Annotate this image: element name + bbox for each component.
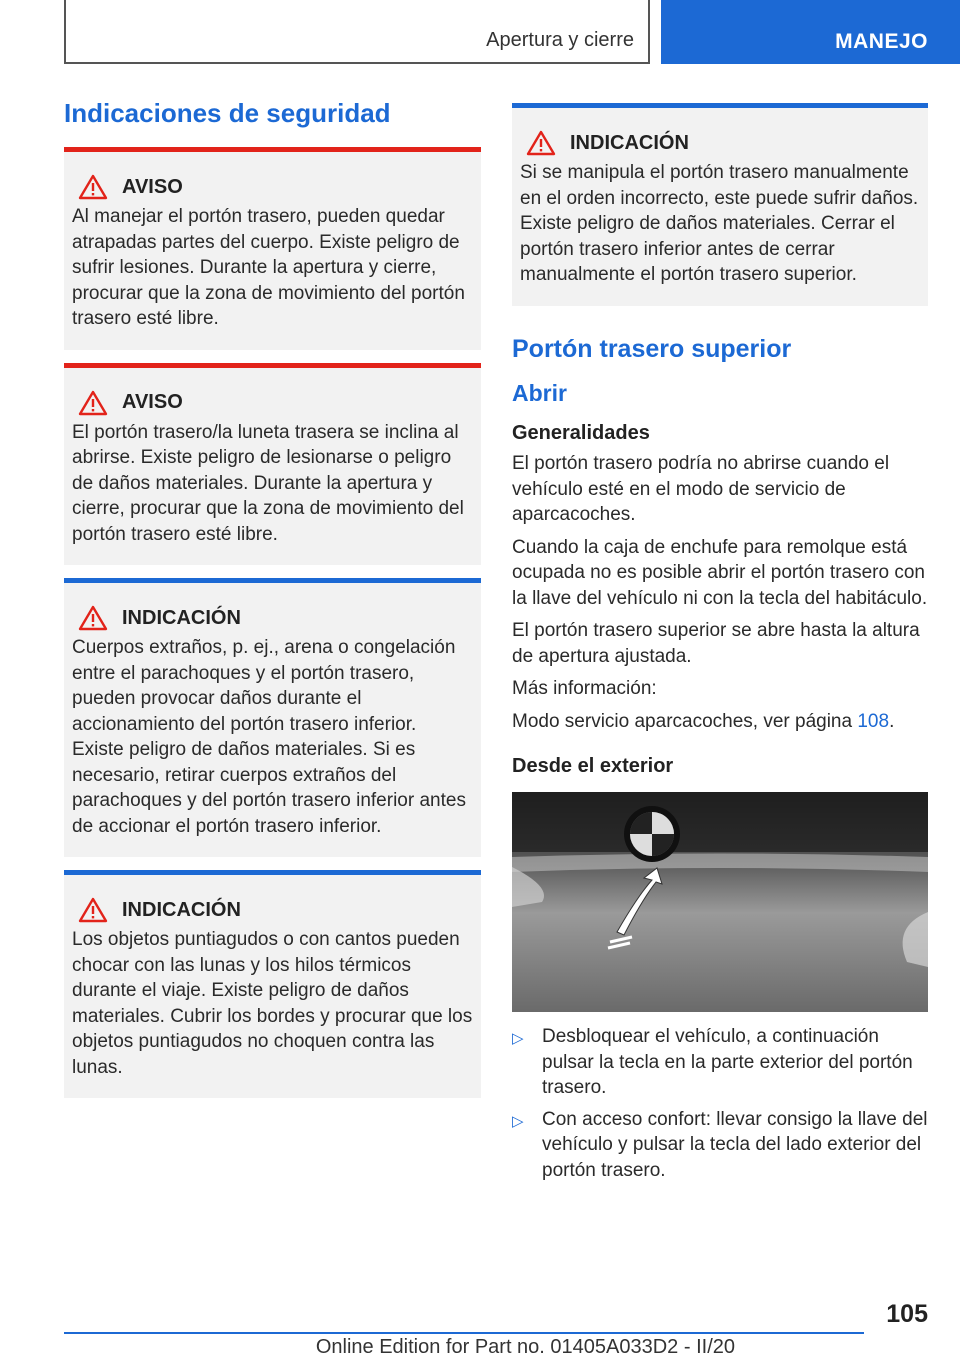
cross-reference: Modo servicio aparcacoches, ver página 108. [512,710,895,732]
note-text: Cuerpos extraños, p. ej., arena o congelación entre el parachoques y el portón trasero, pueden provocar daños durante el accionamiento del portón trasero inferior. Existe peligro de daños materiales. Si es necesario, retirar cuerpos extraños del parachoques y del portón trasero inferior antes de accionar el portón trasero inferior. [72,637,466,837]
section-title: Apertura y cierre [486,29,634,51]
paragraph: El portón trasero superior se abre hasta la altura de apertura ajustada. [512,620,920,667]
paragraph: Más información: [512,678,657,700]
note-box [64,870,481,1098]
step-text: Desbloquear el vehículo, a continuación pulsar la tecla en la parte exterior del portón trasero. [542,1026,913,1099]
note-title: INDICACIÓN [122,898,241,921]
warning-text: Al manejar el portón trasero, pueden quedar atrapadas partes del cuerpo. Existe peligro de sufrir lesiones. Durante la apertura y cierre, procurar que la zona de movimiento del portón trasero esté libre. [72,206,465,330]
footer-divider [64,1332,864,1334]
left-column [64,98,481,1111]
list-item [512,1107,928,1184]
page-title: Indicaciones de seguridad [64,98,391,128]
general-heading: Generalidades [512,422,650,445]
section-heading: Portón trasero superior [512,334,792,363]
warning-title: AVISO [122,175,183,198]
warning-title: AVISO [122,391,183,414]
paragraph: El portón trasero podría no abrirse cuando el vehículo esté en el modo de servicio de aparcacoches. [512,453,890,526]
page-link[interactable]: 108 [857,710,890,732]
chapter-tab[interactable] [661,0,960,64]
subsection-heading: Abrir [512,379,567,406]
chapter-tab-label: MANEJO [835,30,928,53]
warning-triangle-icon [526,130,556,156]
note-title: INDICACIÓN [570,131,689,154]
triangle-bullet-icon: ▷ [512,1030,524,1048]
note-text: Si se manipula el portón trasero manualmente en el orden incorrecto, este puede sufrir daños. Existe peligro de daños materiales. Cerrar el portón trasero inferior antes de cerrar manualmente el portón trasero superior. [520,162,919,285]
cross-reference-text: Modo servicio aparcacoches, ver página [512,710,858,732]
triangle-bullet-icon: ▷ [512,1112,524,1130]
right-column [512,103,928,1189]
warning-triangle-icon [78,390,108,416]
header-section-label [64,0,650,64]
instruction-steps [512,1024,928,1183]
warning-text: El portón trasero/la luneta trasera se inclina al abrirse. Existe peligro de lesionarse o peligro de daños materiales. Durante la apertura y cierre, procurar que la zona de movimiento del portón trasero esté libre. [72,421,464,545]
note-text: Los objetos puntiagudos o con cantos pueden chocar con las lunas y los hilos térmicos durante el viaje. Existe peligro de daños materiales. Cubrir los bordes y procurar que los objetos puntiagudos no choquen contra las lunas. [72,929,473,1078]
warning-box [64,147,481,350]
note-box [64,578,481,857]
warning-box [64,363,481,566]
exterior-heading: Desde el exterior [512,755,674,778]
page-number: 105 [886,1300,928,1328]
note-box [512,103,928,306]
tailgate-photo-illustration [512,792,928,1012]
edition-note: Online Edition for Part no. 01405A033D2 - II/20 [315,1336,735,1358]
note-title: INDICACIÓN [122,606,241,629]
warning-triangle-icon [78,174,108,200]
warning-triangle-icon [78,605,108,631]
tailgate-button-photo [512,792,928,1012]
paragraph: Cuando la caja de enchufe para remolque está ocupada no es posible abrir el portón trasero con la llave del vehículo ni con la tecla del habitáculo. [512,536,928,609]
list-item [512,1024,928,1101]
warning-triangle-icon [78,897,108,923]
step-text: Con acceso confort: llevar consigo la llave del vehículo y pulsar la tecla del lado exterior del portón trasero. [542,1108,928,1181]
